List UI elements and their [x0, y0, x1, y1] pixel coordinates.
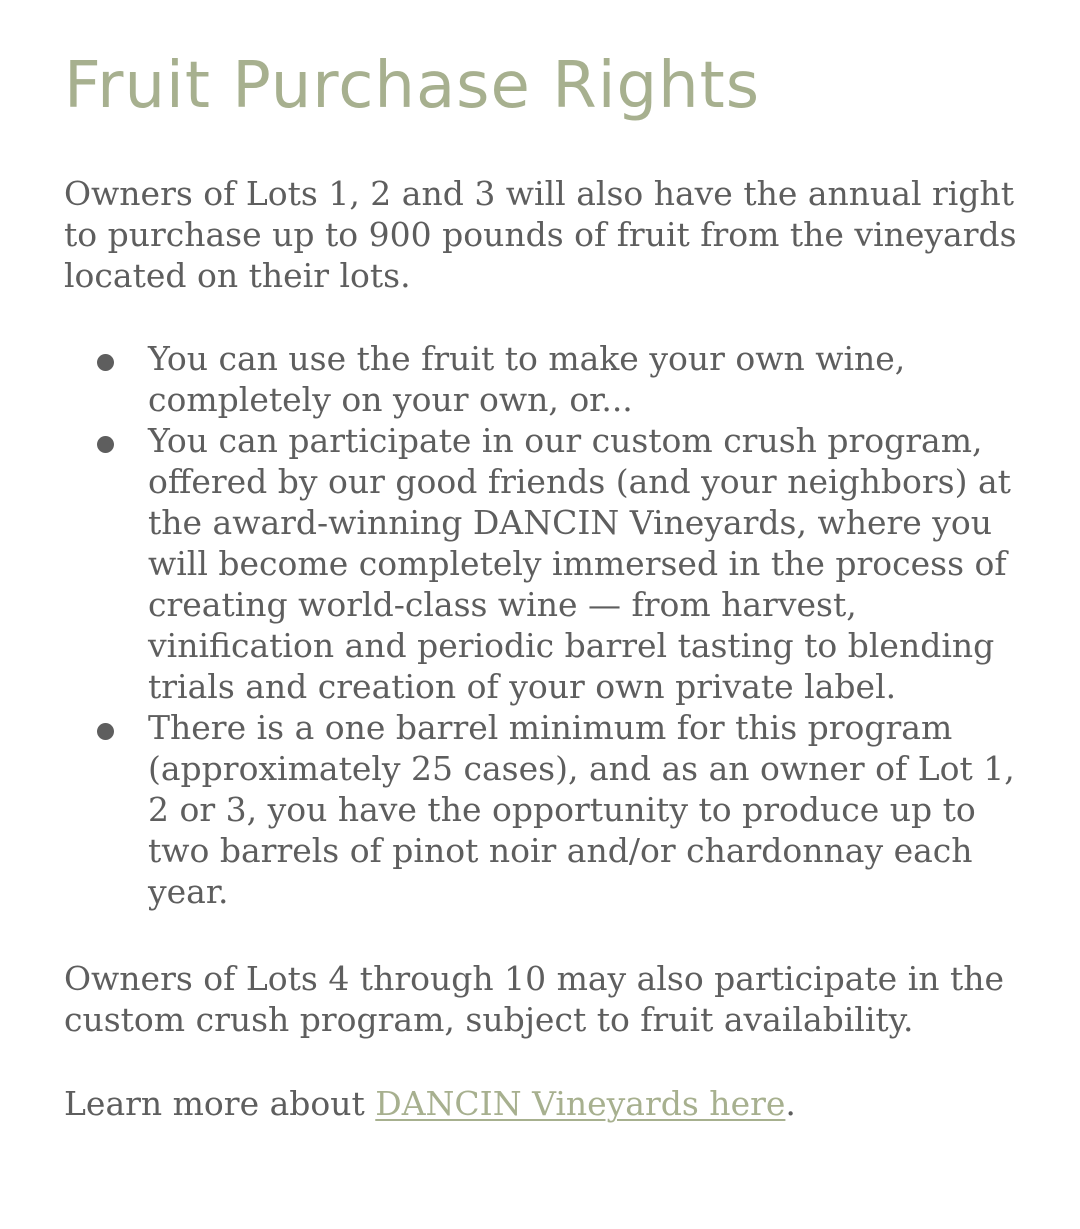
learn-more-paragraph: [64, 1083, 1024, 1124]
bullet-list: [64, 338, 1024, 912]
content-section: [64, 46, 1024, 1124]
intro-paragraph: Owners of Lots 1, 2 and 3 will also have the annual right to purchase up to 900 pounds of fruit from the vineyards located on their lots.: [64, 174, 1017, 295]
dancin-vineyards-link[interactable]: DANCIN Vineyards here: [375, 1084, 786, 1123]
list-item-text: You can participate in our custom crush program, offered by our good friends (and your neighbors) at the award-winning DANCIN Vineyards, where you will become completely immersed in the process of creating world-class wine — from harvest, vinification and periodic barrel tasting to blending trials and creation of your own private label.: [148, 421, 1011, 706]
lots-paragraph: Owners of Lots 4 through 10 may also participate in the custom crush program, subject to fruit availability.: [64, 959, 1005, 1039]
list-item: [64, 707, 1024, 912]
bullet-icon: [97, 354, 114, 371]
bullet-icon: [97, 723, 114, 740]
list-item-text: There is a one barrel minimum for this program (approximately 25 cases), and as an owner of Lot 1, 2 or 3, you have the opportunity to produce up to two barrels of pinot noir and/or chardonnay each year.: [148, 708, 1015, 911]
learn-more-prefix: Learn more about: [64, 1084, 376, 1123]
list-item-text: You can use the fruit to make your own wine, completely on your own, or...: [148, 339, 906, 419]
article-body: [64, 173, 1024, 1124]
bullet-icon: [97, 436, 114, 453]
page-title: Fruit Purchase Rights: [64, 49, 761, 123]
list-item: [64, 338, 1024, 420]
learn-more-suffix: .: [785, 1084, 796, 1123]
list-item: [64, 420, 1024, 707]
